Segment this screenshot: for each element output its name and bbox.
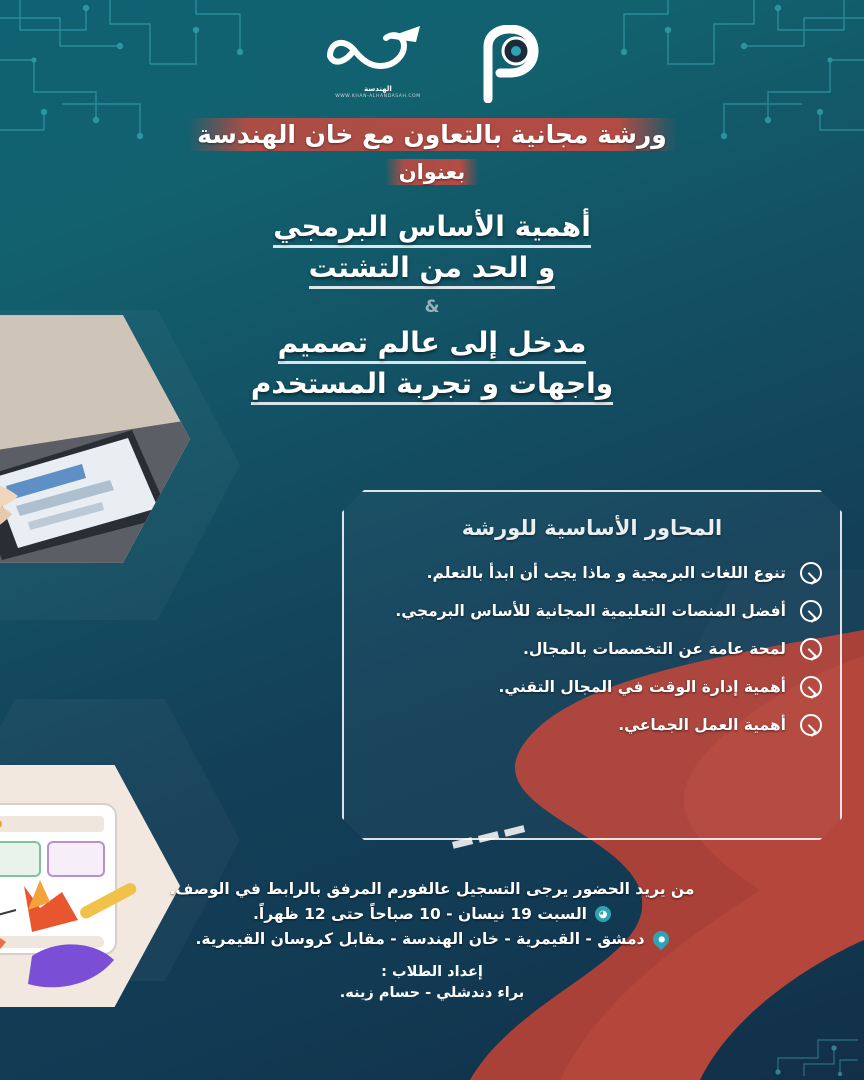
logo-sub: WWW.KHAN-ALHANDASAH.COM	[335, 94, 421, 99]
topic-label: أفضل المنصات التعليمية المجانية للأساس البرمجي.	[395, 602, 786, 620]
location-label: دمشق - القيمرية - خان الهندسة - مقابل كروسان القيمرية.	[195, 930, 645, 948]
workshop-title-2-line2: واجهات و تجربة المستخدم	[251, 367, 613, 405]
topic-label: لمحة عامة عن التخصصات بالمجال.	[522, 640, 786, 658]
topics-list	[342, 562, 842, 736]
list-item	[362, 714, 822, 736]
registration-note: من يريد الحضور يرجى التسجيل عالفورم المرفق بالرابط في الوصف.	[169, 880, 695, 898]
workshop-title-1-line2: و الحد من التشتت	[309, 251, 556, 289]
workshop-title-2-line1: مدخل إلى عالم تصميم	[278, 326, 587, 364]
clock-icon: ◕	[595, 906, 611, 922]
list-item	[362, 600, 822, 622]
location-row	[0, 930, 864, 948]
topics-panel	[342, 490, 842, 840]
check-circle-icon	[800, 562, 822, 584]
list-item	[362, 638, 822, 660]
footer-info	[0, 880, 864, 1001]
topic-label: أهمية إدارة الوقت في المجال التقني.	[498, 678, 786, 696]
workshop-title-1-line1: أهمية الأساس البرمجي	[273, 210, 591, 248]
logo-caption: الهندسة	[364, 85, 392, 93]
khan-alhandasa-logo	[316, 22, 440, 106]
datetime-row	[0, 905, 864, 923]
list-item	[362, 562, 822, 584]
check-circle-icon	[800, 638, 822, 660]
location-pin-icon: ●	[649, 928, 672, 951]
credits-names: براء دندشلي - حسام زينه.	[339, 985, 525, 1001]
check-circle-icon	[800, 600, 822, 622]
check-circle-icon	[800, 714, 822, 736]
workshop-title-2	[0, 323, 864, 404]
logo-row	[0, 0, 864, 106]
check-circle-icon	[800, 676, 822, 698]
title-block	[0, 118, 864, 404]
workshop-title-1	[0, 207, 864, 288]
datetime-label: السبت 19 نيسان - 10 صباحاً حتى 12 ظهراً.	[253, 905, 587, 923]
topic-label: تنوع اللغات البرمجية و ماذا يجب أن ابدأ بالتعلم.	[426, 564, 786, 582]
panel-heading: المحاور الأساسية للورشة	[461, 516, 723, 540]
headline-subtitle: بعنوان	[385, 159, 480, 185]
ampersand: &	[424, 297, 440, 318]
programmers-p-logo	[474, 25, 548, 103]
credits-block	[0, 964, 864, 1001]
credits-title: إعداد الطلاب :	[381, 964, 483, 980]
circuit-pattern-corner-icon	[748, 1030, 858, 1076]
list-item	[362, 676, 822, 698]
topic-label: أهمية العمل الجماعي.	[618, 716, 786, 734]
headline-collab: ورشة مجانية بالتعاون مع خان الهندسة	[187, 118, 677, 151]
